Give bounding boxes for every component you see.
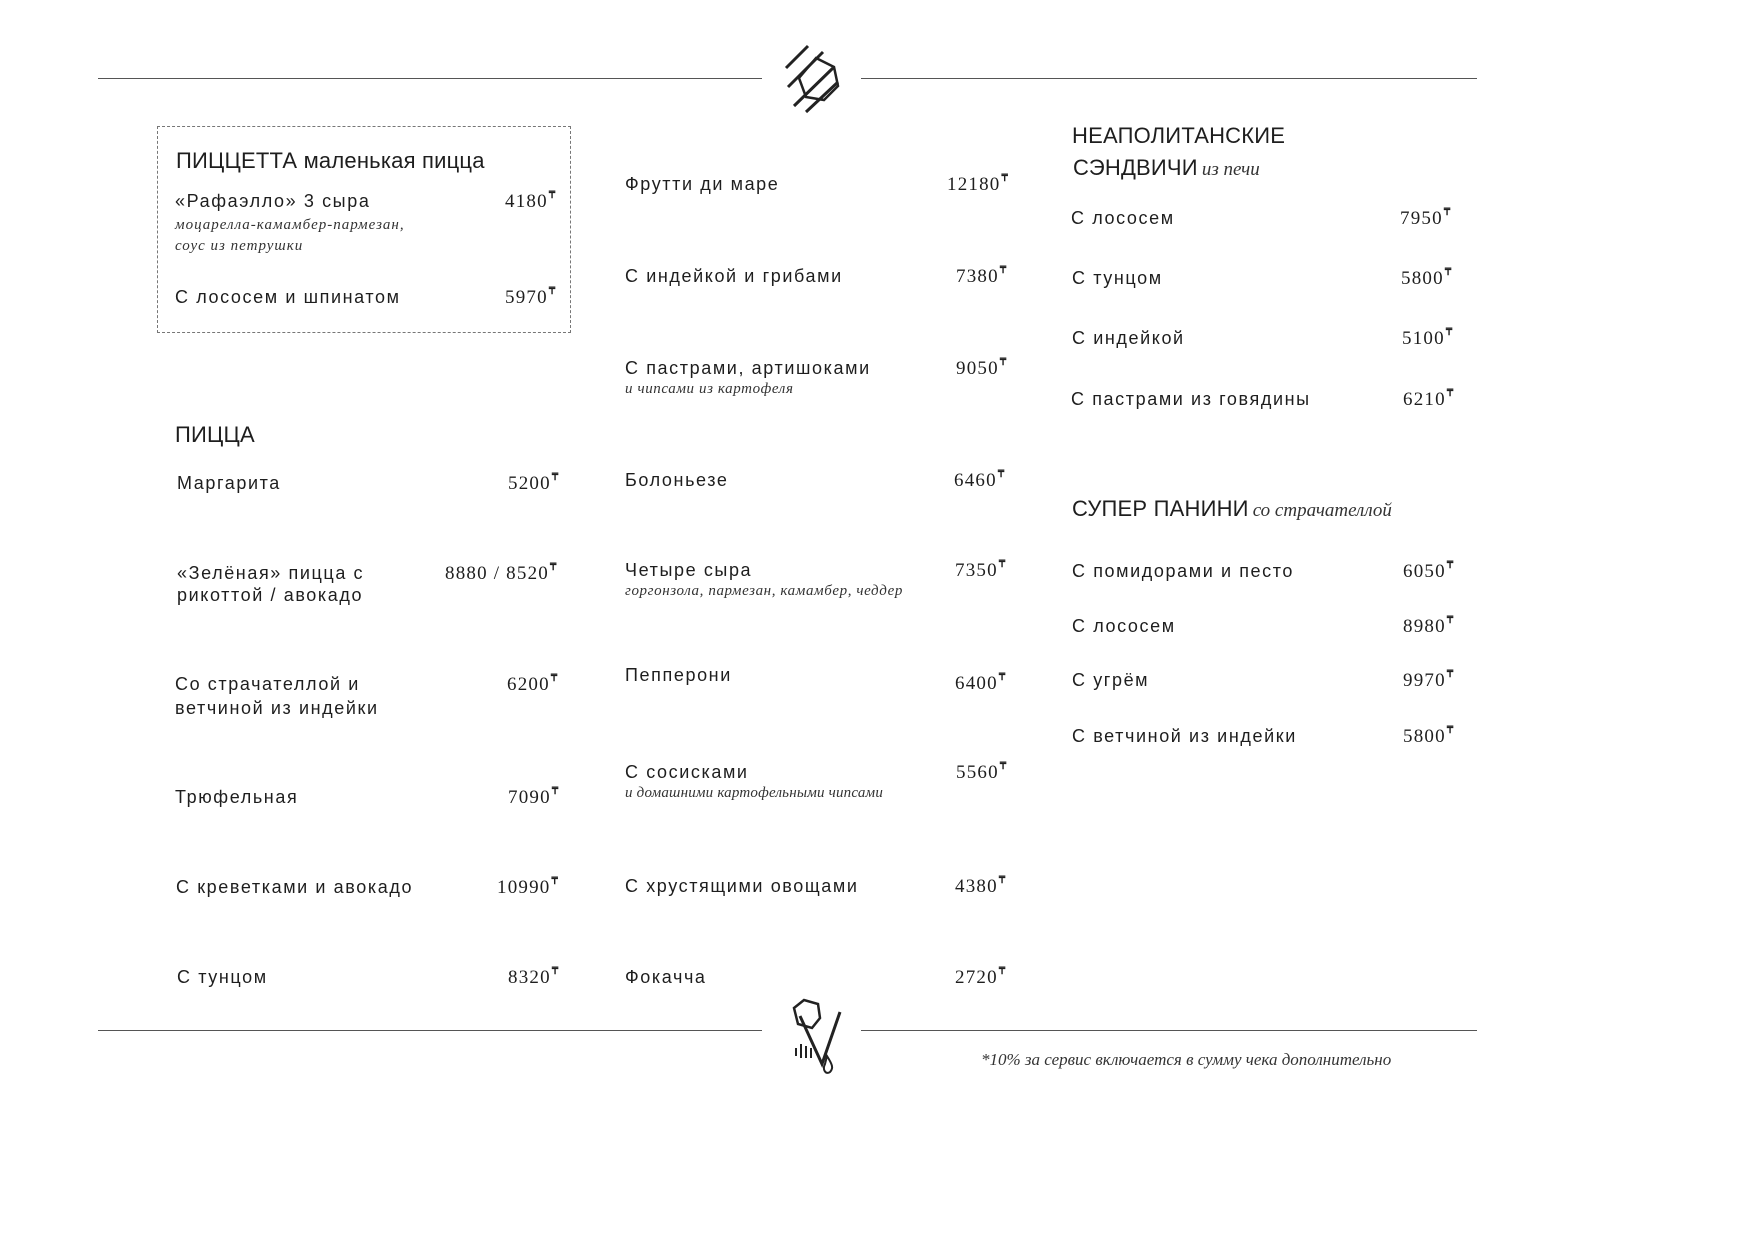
item-price: 7380₸ [956, 265, 1007, 287]
tenge-icon: ₸ [1001, 173, 1008, 184]
menu-item [175, 286, 401, 308]
item-name: Болоньезе [625, 470, 729, 490]
item-name: С сосисками [625, 762, 749, 782]
item-price: 8320₸ [508, 966, 559, 988]
tenge-icon: ₸ [999, 357, 1007, 368]
tenge-icon: ₸ [998, 559, 1006, 570]
tenge-icon: ₸ [999, 761, 1007, 772]
item-name: С лососем и шпинатом [175, 287, 401, 307]
tenge-icon: ₸ [548, 286, 556, 297]
menu-item [176, 876, 413, 898]
menu-item [1072, 669, 1149, 691]
item-price: 7090₸ [508, 786, 559, 808]
panini-title: СУПЕР ПАНИНИ со страчателлой [1072, 496, 1392, 521]
tenge-icon: ₸ [1444, 267, 1452, 278]
tenge-icon: ₸ [998, 966, 1006, 977]
item-description: горгонзола, пармезан, камамбер, чеддер [625, 583, 903, 599]
tenge-icon: ₸ [998, 875, 1006, 886]
tenge-icon: ₸ [1446, 725, 1454, 736]
tenge-icon: ₸ [1446, 388, 1454, 399]
item-price: 7350₸ [955, 559, 1006, 581]
item-price: 8980₸ [1403, 615, 1454, 637]
item-price: 5560₸ [956, 761, 1007, 783]
tenge-icon: ₸ [551, 472, 559, 483]
item-description: моцарелла-камамбер-пармезан, [175, 217, 405, 233]
item-price: 5970₸ [505, 286, 556, 308]
item-name: Фокачча [625, 967, 707, 987]
menu-item [625, 265, 843, 287]
menu-item [175, 190, 405, 257]
top-rule-left [98, 78, 762, 79]
menu-item [1072, 267, 1163, 289]
item-description: соус из петрушки [175, 238, 304, 254]
item-price: 5100₸ [1402, 327, 1453, 349]
item-name: рикоттой / авокадо [177, 585, 364, 605]
v-leaf-logo-icon [786, 998, 846, 1076]
menu-item [1072, 615, 1176, 637]
tenge-icon: ₸ [551, 966, 559, 977]
item-description: и чипсами из картофеля [625, 381, 794, 397]
item-price: 6200₸ [507, 673, 558, 695]
item-price: 4180₸ [505, 190, 556, 212]
item-price: 10990₸ [497, 876, 558, 898]
item-name: С тунцом [1072, 268, 1163, 288]
item-price: 4380₸ [955, 875, 1006, 897]
tenge-icon: ₸ [549, 562, 557, 573]
menu-item [1072, 327, 1185, 349]
menu-item [625, 559, 903, 602]
item-name: Маргарита [177, 473, 281, 493]
menu-item [177, 472, 281, 494]
item-price: 5800₸ [1401, 267, 1452, 289]
item-name: С лососем [1071, 208, 1175, 228]
menu-item [625, 761, 883, 804]
item-price: 7950₸ [1400, 207, 1451, 229]
pizza-title: ПИЦЦА [175, 422, 255, 447]
item-name: «Зелёная» пицца с [177, 563, 365, 583]
menu-item [625, 966, 707, 988]
tenge-icon: ₸ [548, 190, 556, 201]
bottom-rule-right [861, 1030, 1477, 1031]
item-description: и домашними картофельными чипсами [625, 785, 884, 801]
item-name: Трюфельная [175, 787, 299, 807]
tenge-icon: ₸ [551, 876, 558, 887]
item-name: С креветками и авокадо [176, 877, 414, 897]
tenge-icon: ₸ [551, 786, 559, 797]
top-rule-right [861, 78, 1477, 79]
item-name: С лососем [1072, 616, 1176, 636]
item-name: С индейкой [1072, 328, 1185, 348]
item-price: 5200₸ [508, 472, 559, 494]
menu-item [1072, 560, 1294, 582]
service-footnote: *10% за сервис включается в сумму чека дополнительно [981, 1050, 1392, 1069]
menu-item [625, 469, 729, 491]
item-name: С угрём [1072, 670, 1150, 690]
neapolitan-title-line2: СЭНДВИЧИ из печи [1073, 155, 1260, 180]
item-name: ветчиной из индейки [175, 698, 379, 718]
item-name: Со страчателлой и [175, 674, 360, 694]
tenge-icon: ₸ [997, 469, 1005, 480]
item-name: С тунцом [177, 967, 268, 987]
item-name: С пастрами из говядины [1071, 389, 1311, 409]
hexagon-logo-icon [778, 42, 844, 114]
item-price: 6050₸ [1403, 560, 1454, 582]
menu-item [177, 966, 268, 988]
menu-item [625, 875, 859, 897]
neapolitan-title: НЕАПОЛИТАНСКИЕ [1072, 123, 1286, 148]
tenge-icon: ₸ [550, 673, 558, 684]
item-name: Пепперони [625, 665, 732, 685]
item-price: 6460₸ [954, 469, 1005, 491]
menu-item [1071, 207, 1175, 229]
item-name: Четыре сыра [625, 560, 753, 580]
menu-item [1072, 725, 1297, 747]
tenge-icon: ₸ [998, 672, 1006, 683]
menu-item [625, 664, 732, 686]
menu-item [177, 562, 364, 606]
pizzetta-title: ПИЦЦЕТТА маленькая пицца [176, 148, 485, 173]
menu-item [175, 786, 298, 808]
item-price: 5800₸ [1403, 725, 1454, 747]
item-name: С ветчиной из индейки [1072, 726, 1297, 746]
panini-subtitle: со страчателлой [1252, 500, 1392, 521]
item-name: С индейкой и грибами [625, 266, 843, 286]
item-price: 12180₸ [947, 173, 1008, 195]
menu-item [625, 173, 779, 195]
tenge-icon: ₸ [1445, 327, 1453, 338]
item-name: «Рафаэлло» 3 сыра [175, 191, 371, 211]
item-price: 9970₸ [1403, 669, 1454, 691]
tenge-icon: ₸ [1446, 560, 1454, 571]
item-price: 6210₸ [1403, 388, 1454, 410]
item-price: 8880 / 8520₸ [445, 562, 557, 584]
item-name: Фрутти ди маре [625, 174, 780, 194]
item-name: С пастрами, артишоками [625, 358, 871, 378]
item-name: С помидорами и песто [1072, 561, 1295, 581]
tenge-icon: ₸ [999, 265, 1007, 276]
item-name: С хрустящими овощами [625, 876, 859, 896]
menu-item [175, 673, 379, 719]
item-price: 6400₸ [955, 672, 1006, 694]
bottom-rule-left [98, 1030, 762, 1031]
tenge-icon: ₸ [1446, 669, 1454, 680]
menu-item [625, 357, 871, 400]
tenge-icon: ₸ [1443, 207, 1451, 218]
neapolitan-subtitle: из печи [1201, 159, 1260, 180]
tenge-icon: ₸ [1446, 615, 1454, 626]
item-price: 2720₸ [955, 966, 1006, 988]
menu-item [1071, 388, 1311, 410]
item-price: 9050₸ [956, 357, 1007, 379]
